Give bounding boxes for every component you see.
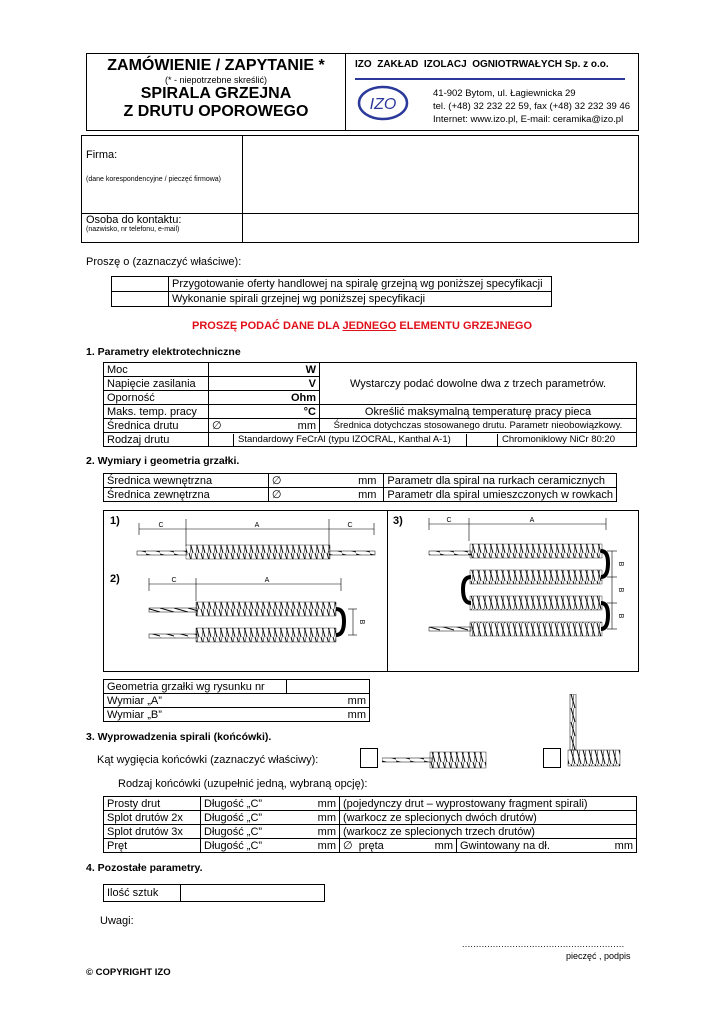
copyright: © COPYRIGHT IZO (86, 967, 171, 978)
wym-b-label: Wymiar „B” (107, 708, 162, 721)
address-line: 41-902 Bytom, ul. Łagiewnicka 29 (433, 88, 576, 99)
company-rule (355, 78, 625, 80)
zew-label: Średnica zewnętrzna (104, 488, 269, 502)
temp-input[interactable] (209, 405, 320, 419)
uwagi-input[interactable] (140, 910, 620, 934)
prosty-label: Prosty drut (104, 797, 201, 811)
title-wire: Z DRUTU OPOROWEGO (123, 103, 309, 120)
s2-table (103, 473, 617, 502)
pret-thread: Gwintowany na dł. (460, 839, 550, 852)
firma-sub: (dane korespondencyjne / pieczęć firmowa) (86, 176, 222, 183)
s2-title: 2. Wymiary i geometria grzałki. (86, 455, 240, 467)
fig1-c-left: C (158, 522, 164, 529)
prosty-input[interactable] (201, 797, 340, 811)
s3-table (103, 796, 637, 853)
wew-note: Parametr dla spiral na rurkach ceramicznych (384, 474, 617, 488)
angle-checkbox-straight[interactable] (360, 748, 378, 768)
napiecie-unit: V (308, 377, 316, 390)
request-option-1: Przygotowanie oferty handlowej na spiralę grzejną wg poniższej specyfikacji (169, 277, 552, 292)
splot3-len: Długość „C” (204, 825, 263, 838)
wym-b-row[interactable] (104, 708, 370, 722)
wew-unit: mm (358, 474, 377, 487)
banner-mid: JEDNEGO (342, 320, 397, 332)
izo-logo (357, 84, 409, 127)
fig3-b3: B (617, 613, 624, 619)
temp-label: Maks. temp. pracy (104, 405, 209, 419)
three-note-text: Wystarczy podać dowolne dwa z trzech parametrów. (349, 377, 607, 390)
opornosc-unit: Ohm (290, 391, 316, 404)
fig2-spiral (149, 577, 365, 642)
temp-unit: °C (303, 405, 316, 418)
pret-label: Pręt (104, 839, 201, 853)
company-name: IZO ZAKŁAD IZOLACJ OGNIOTRWAŁYCH Sp. z o.o. (355, 59, 609, 70)
drawings-box (103, 510, 639, 672)
rodzaj-checkbox-1[interactable] (209, 434, 234, 446)
zew-note: Parametr dla spiral umieszczonych w rowkach (384, 488, 617, 502)
osoba-input[interactable] (244, 215, 634, 240)
wew-input[interactable] (268, 474, 384, 488)
prosty-len: Długość „C” (204, 797, 263, 810)
splot2-unit: mm (317, 811, 336, 824)
diameter-icon: ∅ (271, 474, 282, 487)
rodzaj-options (209, 433, 637, 447)
phone-line: tel. (+48) 32 232 22 59, fax (+48) 32 232 39 46 (433, 101, 631, 112)
fig1-label: 1) (110, 515, 120, 527)
signature-dots: .......................................................... (462, 939, 625, 949)
request-checkbox-2[interactable] (112, 292, 169, 307)
splot2-len: Długość „C” (204, 811, 263, 824)
firma-input[interactable] (244, 138, 634, 211)
firma-label: Firma: (86, 149, 118, 161)
title-order: ZAMÓWIENIE / ZAPYTANIE * (107, 57, 325, 74)
srednica-note: Średnica dotychczas stosowanego drutu. Parametr nieobowiązkowy. (320, 419, 637, 433)
fig1-c-right: C (347, 522, 353, 529)
s4-title: 4. Pozostałe parametry. (86, 862, 203, 874)
splot3-input[interactable] (201, 825, 340, 839)
logo-text: IZO (369, 96, 397, 113)
splot3-note: (warkocz ze splecionych trzech drutów) (340, 825, 637, 839)
diameter-icon: ∅ (212, 419, 222, 432)
ilosc-label: Ilość sztuk (104, 885, 181, 902)
prosty-note: (pojedynczy drut – wyprostowany fragment spirali) (340, 797, 637, 811)
moc-label: Moc (104, 363, 209, 377)
title-note: (* - niepotrzebne skreślić) (164, 75, 268, 85)
opornosc-label: Oporność (104, 391, 209, 405)
splot3-label: Splot drutów 3x (104, 825, 201, 839)
pret-input[interactable] (201, 839, 340, 853)
banner-post: ELEMENTU GRZEJNEGO (396, 320, 533, 332)
srednica-input[interactable] (209, 419, 320, 433)
pret-thread-input[interactable] (457, 839, 637, 853)
fig1-a: A (254, 522, 260, 529)
osoba-sub: (nazwisko, nr telefonu, e-mail) (86, 226, 180, 233)
geo-input[interactable] (287, 680, 370, 694)
uwagi-label: Uwagi: (100, 915, 134, 927)
pret-diam-input[interactable] (340, 839, 457, 853)
napiecie-label: Napięcie zasilania (104, 377, 209, 391)
web-line: Internet: www.izo.pl, E-mail: ceramika@izo.pl (433, 114, 624, 125)
fig3-b1: B (617, 561, 624, 567)
rodzaj-opt1: Standardowy FeCrAl (typu IZOCRAL, Kanthal A-1) (234, 434, 467, 446)
request-option-2: Wykonanie spirali grzejnej wg poniższej specyfikacji (169, 292, 552, 307)
ilosc-input[interactable] (181, 885, 325, 902)
geometry-table (103, 679, 370, 722)
wym-a-label: Wymiar „A” (107, 694, 162, 707)
signature-label: pieczęć , podpis (566, 951, 631, 961)
s1-title: 1. Parametry elektrotechniczne (86, 346, 241, 358)
wew-label: Średnica wewnętrzna (104, 474, 269, 488)
diameter-icon: ∅ (271, 488, 282, 501)
pret-diam: ∅ pręta (343, 839, 384, 852)
opornosc-input[interactable] (209, 391, 320, 405)
prosty-unit: mm (317, 797, 336, 810)
srednica-label: Średnica drutu (104, 419, 209, 433)
request-checkbox-1[interactable] (112, 277, 169, 292)
splot3-unit: mm (317, 825, 336, 838)
company-address (433, 87, 630, 126)
s1-table (103, 362, 637, 447)
temp-note: Określić maksymalną temperaturę pracy pieca (320, 405, 637, 419)
fig3-spiral (429, 517, 624, 636)
banner-pre: PROSZĘ PODAĆ DANE DLA (191, 320, 343, 332)
wym-b-unit: mm (347, 708, 366, 721)
wym-a-row[interactable] (104, 694, 370, 708)
zew-unit: mm (358, 488, 377, 501)
three-note (320, 363, 637, 405)
fig2-a: A (264, 577, 270, 584)
fig1-spiral (137, 519, 375, 559)
drawings-svg (104, 511, 638, 671)
fig2-label: 2) (110, 573, 120, 585)
fig3-c: C (446, 517, 452, 524)
contact-box (81, 135, 639, 243)
title-spiral: SPIRALA GRZEJNA (140, 85, 292, 102)
request-prompt: Proszę o (zaznaczyć właściwe): (86, 256, 242, 268)
rodzaj-opt2: Chromoniklowy NiCr 80:20 (502, 433, 615, 445)
banner (0, 320, 724, 332)
angle-checkbox-bent[interactable] (543, 748, 561, 768)
moc-input[interactable] (209, 363, 320, 377)
moc-unit: W (305, 363, 316, 376)
rodzaj-label: Rodzaj drutu (104, 433, 209, 447)
fig3-a: A (529, 517, 535, 524)
pret-unit: mm (317, 839, 336, 852)
header-box (86, 53, 639, 131)
fig3-label: 3) (393, 515, 403, 527)
s4-table (103, 884, 325, 902)
angle-prompt: Kąt wygięcia końcówki (zaznaczyć właściwy): (97, 754, 319, 766)
rodzaj-checkbox-2[interactable] (467, 434, 498, 446)
bent-end-drawing (564, 694, 624, 774)
wym-a-unit: mm (347, 694, 366, 707)
pret-thread-unit: mm (614, 839, 633, 852)
splot2-label: Splot drutów 2x (104, 811, 201, 825)
header-left (87, 54, 346, 130)
type-prompt: Rodzaj końcówki (uzupełnić jedną, wybraną opcję): (118, 778, 368, 790)
s3-title: 3. Wyprowadzenia spirali (końcówki). (86, 731, 272, 743)
splot2-input[interactable] (201, 811, 340, 825)
srednica-unit: mm (297, 419, 316, 432)
fig2-c: C (171, 577, 177, 584)
pret-diam-unit: mm (434, 839, 453, 852)
fig3-b2: B (617, 587, 624, 593)
zew-input[interactable] (268, 488, 384, 502)
straight-end-drawing (382, 748, 492, 772)
napiecie-input[interactable] (209, 377, 320, 391)
geo-label: Geometria grzałki wg rysunku nr (104, 680, 287, 694)
pret-len: Długość „C” (204, 839, 263, 852)
splot2-note: (warkocz ze splecionych dwóch drutów) (340, 811, 637, 825)
fig2-b: B (358, 619, 365, 625)
request-table (111, 276, 552, 307)
osoba-label: Osoba do kontaktu: (86, 214, 182, 226)
